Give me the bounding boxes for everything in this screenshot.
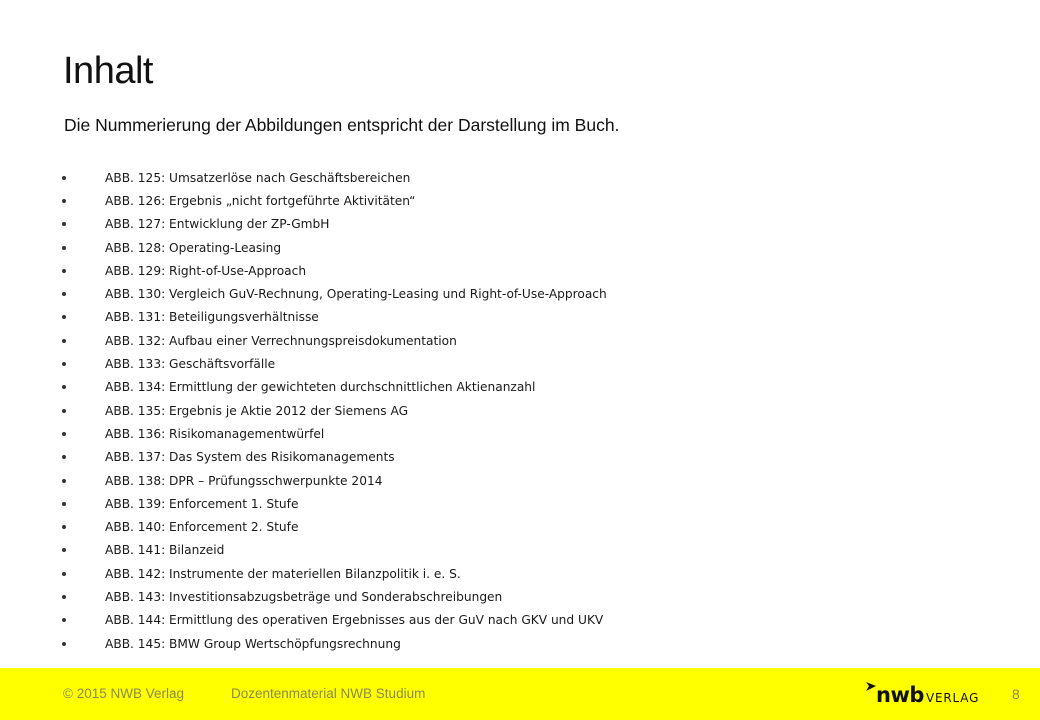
bullet-icon (62, 199, 66, 203)
list-item-text: ABB. 129: Right-of-Use-Approach (105, 263, 307, 278)
list-item-text: ABB. 139: Enforcement 1. Stufe (105, 496, 299, 511)
list-item-text: ABB. 131: Beteiligungsverhältnisse (105, 310, 319, 325)
list-item-text: ABB. 142: Instrumente der materiellen Bilanzpolitik i. e. S. (105, 566, 461, 581)
list-item-text: ABB. 138: DPR – Prüfungsschwerpunkte 2014 (105, 473, 383, 488)
list-item-text: ABB. 133: Geschäftsvorfälle (105, 357, 276, 372)
list-item-text: ABB. 128: Operating-Leasing (105, 240, 282, 255)
bullet-icon (62, 315, 66, 319)
bullet-icon (62, 642, 66, 646)
bullet-icon (62, 455, 66, 459)
list-item-text: ABB. 140: Enforcement 2. Stufe (105, 520, 299, 535)
bullet-icon (62, 222, 66, 226)
list-item-text: ABB. 132: Aufbau einer Verrechnungspreisdokumentation (105, 333, 457, 348)
nwb-verlag-logo (866, 682, 980, 708)
list-item-text: ABB. 144: Ermittlung des operativen Ergebnisses aus der GuV nach GKV und UKV (105, 613, 604, 628)
bullet-icon (62, 246, 66, 250)
logo-verlag-text: VERLAG (926, 691, 980, 705)
list-item-text: ABB. 130: Vergleich GuV-Rechnung, Operating-Leasing und Right-of-Use-Approach (105, 287, 607, 302)
bullet-icon (62, 548, 66, 552)
bullet-icon (62, 292, 66, 296)
footer-bar (0, 668, 1040, 720)
footer-material-label: Dozentenmaterial NWB Studium (231, 686, 426, 701)
list-item-text: ABB. 145: BMW Group Wertschöpfungsrechnung (105, 636, 401, 651)
list-item-text: ABB. 134: Ermittlung der gewichteten durchschnittlichen Aktienanzahl (105, 380, 536, 395)
bullet-icon (62, 595, 66, 599)
slide-title: Inhalt (63, 50, 153, 92)
bullet-icon (62, 572, 66, 576)
bullet-icon (62, 269, 66, 273)
bullet-icon (62, 176, 66, 180)
page-number: 8 (1012, 686, 1020, 702)
list-item-text: ABB. 136: Risikomanagementwürfel (105, 426, 325, 441)
bullet-icon (62, 339, 66, 343)
list-item-text: ABB. 127: Entwicklung der ZP-GmbH (105, 217, 330, 232)
footer-copyright: © 2015 NWB Verlag (63, 686, 185, 701)
slide-subtitle: Die Nummerierung der Abbildungen entspricht der Darstellung im Buch. (64, 115, 620, 135)
bullet-icon (62, 525, 66, 529)
nwb-logo-arrow-icon (866, 682, 876, 692)
list-item-text: ABB. 137: Das System des Risikomanagements (105, 450, 395, 465)
bullet-icon (62, 432, 66, 436)
list-item-text: ABB. 141: Bilanzeid (105, 543, 225, 558)
logo-nwb-text: nwb (876, 683, 924, 707)
list-item-text: ABB. 135: Ergebnis je Aktie 2012 der Siemens AG (105, 403, 409, 418)
bullet-icon (62, 618, 66, 622)
bullet-icon (62, 502, 66, 506)
bullet-icon (62, 479, 66, 483)
bullet-icon (62, 409, 66, 413)
list-item-text: ABB. 125: Umsatzerlöse nach Geschäftsbereichen (105, 170, 411, 185)
bullet-icon (62, 385, 66, 389)
list-item-text: ABB. 143: Investitionsabzugsbeträge und Sonderabschreibungen (105, 589, 503, 604)
list-item-text: ABB. 126: Ergebnis „nicht fortgeführte Aktivitäten“ (105, 193, 416, 208)
bullet-icon (62, 362, 66, 366)
